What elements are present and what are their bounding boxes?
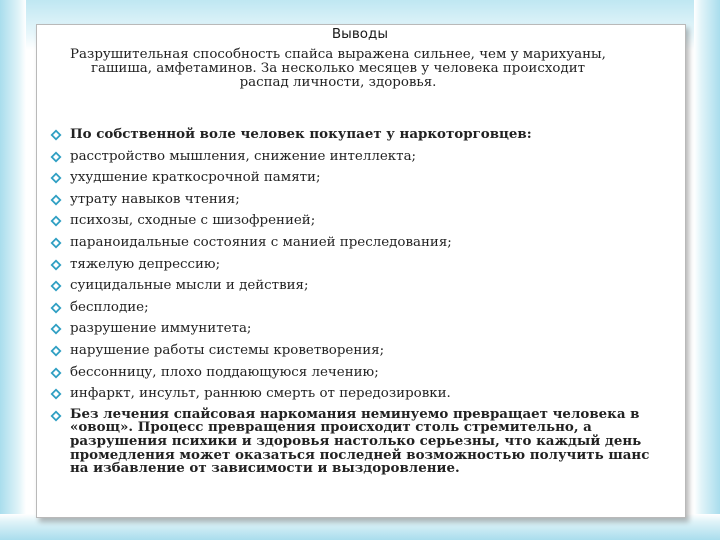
list-item-text: расстройство мышления, снижение интеллекта; (70, 148, 417, 164)
list-item-text: психозы, сходные с шизофренией; (70, 213, 316, 229)
diamond-bullet-icon (50, 367, 62, 379)
background-right-gradient (694, 0, 720, 540)
bullet-list (50, 127, 650, 482)
diamond-bullet-icon (50, 237, 62, 249)
list-item (50, 192, 650, 207)
list-item-text: нарушение работы системы кроветворения; (70, 342, 385, 358)
slide-title: Выводы (331, 26, 389, 42)
list-item (50, 405, 650, 477)
list-item (50, 213, 650, 228)
list-item (50, 149, 650, 164)
list-item-text: разрушение иммунитета; (70, 321, 252, 337)
list-item-text: ухудшение краткосрочной памяти; (70, 170, 321, 186)
list-item (50, 257, 650, 272)
list-item (50, 365, 650, 380)
diamond-bullet-icon (50, 302, 62, 314)
list-item-text: Без лечения спайсовая наркомания неминуемо превращает человека в «овощ». Процесс превращения происходит столь стремительно, а разрушения психики и здоровья настолько серьезны, что каждый день промедления может оказаться последней возможностью получить шанс на избавление от зависимости и выздоровление. (70, 405, 650, 477)
intro-paragraph: Разрушительная способность спайса выражена сильнее, чем у марихуаны, гашиша, амфетаминов. За несколько месяцев у человека происходит распад личности, здоровья. (70, 47, 606, 90)
background-left-gradient (0, 0, 26, 540)
diamond-bullet-icon (50, 172, 62, 184)
diamond-bullet-icon (50, 280, 62, 292)
list-item (50, 321, 650, 336)
list-item (50, 127, 650, 142)
diamond-bullet-icon (50, 410, 62, 422)
diamond-bullet-icon (50, 345, 62, 357)
list-item-text: параноидальные состояния с манией преследования; (70, 234, 452, 250)
list-item-text: суицидальные мысли и действия; (70, 278, 309, 294)
list-item (50, 300, 650, 315)
diamond-bullet-icon (50, 215, 62, 227)
list-item (50, 235, 650, 250)
list-item-text: утрату навыков чтения; (70, 191, 240, 207)
list-item (50, 343, 650, 358)
diamond-bullet-icon (50, 388, 62, 400)
diamond-bullet-icon (50, 151, 62, 163)
list-item-text: тяжелую депрессию; (70, 256, 221, 272)
list-item-text: бесплодие; (70, 299, 149, 315)
diamond-bullet-icon (50, 259, 62, 271)
list-item-text: бессонницу, плохо поддающуюся лечению; (70, 364, 379, 380)
diamond-bullet-icon (50, 194, 62, 206)
list-item (50, 170, 650, 185)
list-item (50, 278, 650, 293)
diamond-bullet-icon (50, 129, 62, 141)
list-item (50, 386, 650, 401)
list-item-text: инфаркт, инсульт, раннюю смерть от передозировки. (70, 386, 451, 402)
list-item-text: По собственной воле человек покупает у наркоторговцев: (70, 126, 532, 142)
diamond-bullet-icon (50, 323, 62, 335)
